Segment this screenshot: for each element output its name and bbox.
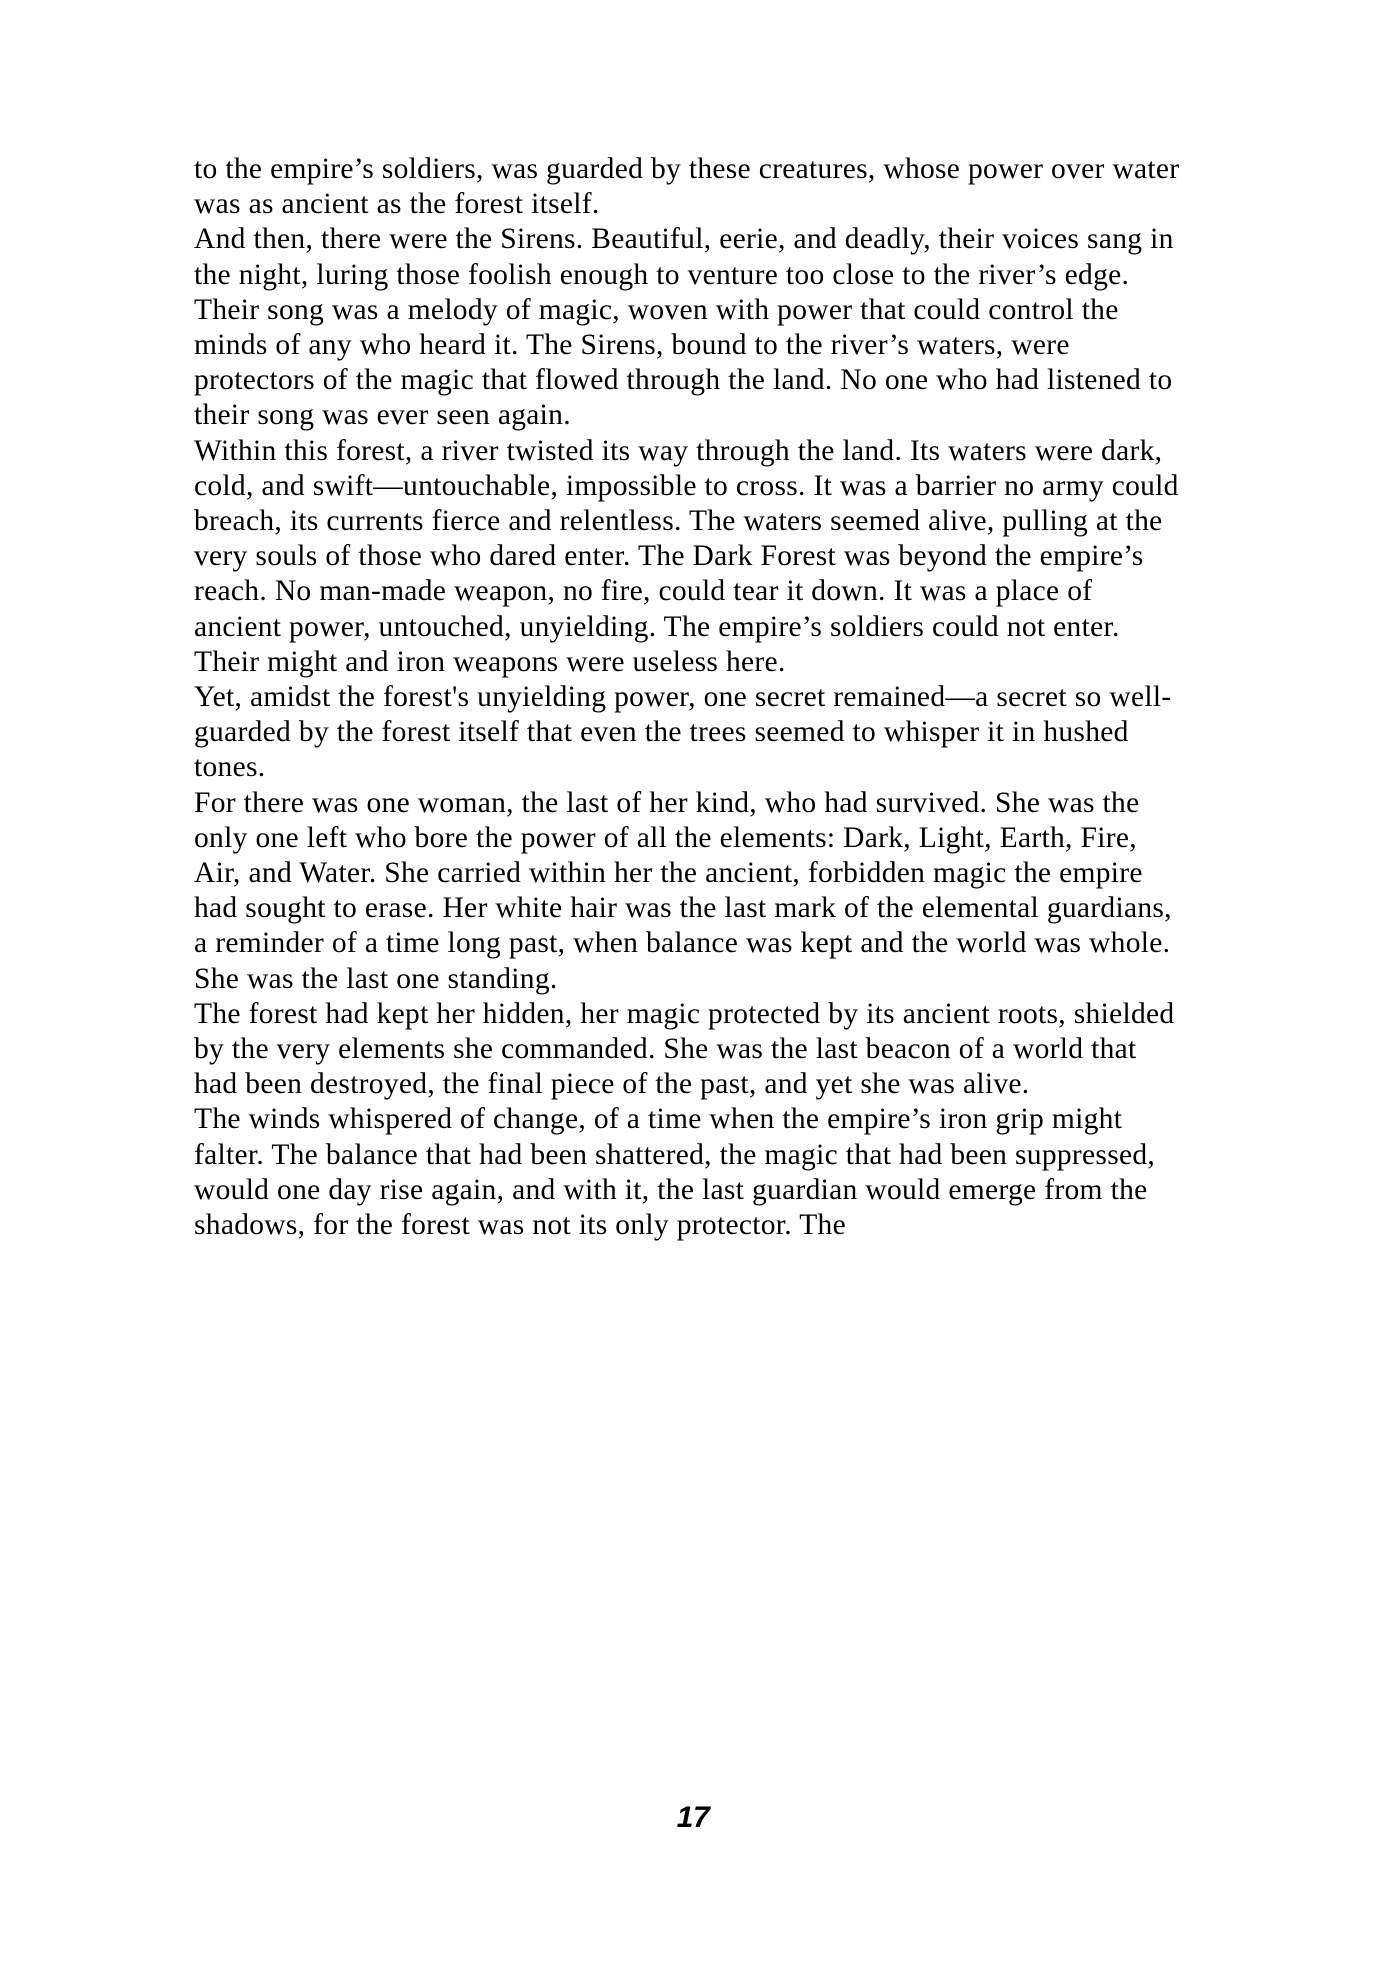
paragraph: The winds whispered of change, of a time when the empire’s iron grip might falter. The balance that had been shattered, the magic that had been suppressed, would one day rise again, and with it, the last guardian would emerge from the shadows, for the forest was not its only protector. The — [194, 1103, 1156, 1242]
paragraph: to the empire’s soldiers, was guarded by these creatures, whose power over water was as ancient as the forest itself. — [194, 153, 1180, 221]
body-text-column — [194, 152, 1186, 1243]
page-number: 17 — [676, 1801, 710, 1834]
paragraph: For there was one woman, the last of her kind, who had survived. She was the only one left who bore the power of all the elements: Dark, Light, Earth, Fire, Air, and Water. She carried within her the ancient, forbidden magic the empire had sought to erase. Her white hair was the last mark of the elemental guardians, a reminder of a time long past, when balance was kept and the world was whole. — [194, 786, 1172, 960]
paragraph: Yet, amidst the forest's unyielding power, one secret remained—a secret so well-guarded by the forest itself that even the trees seemed to whisper it in hushed tones. — [194, 681, 1172, 784]
paragraph: The forest had kept her hidden, her magic protected by its ancient roots, shielded by the very elements she commanded. She was the last beacon of a world that had been destroyed, the final piece of the past, and yet she was alive. — [194, 997, 1175, 1101]
paragraph: Within this forest, a river twisted its way through the land. Its waters were dark, cold, and swift—untouchable, impossible to cross. It was a barrier no army could breach, its currents fierce and relentless. The waters seemed alive, pulling at the very souls of those who dared enter. The Dark Forest was beyond the empire’s reach. No man-made weapon, no fire, could tear it down. It was a place of ancient power, untouched, unyielding. The empire’s soldiers could not enter. Their might and iron weapons were useless here. — [194, 434, 1179, 678]
paragraph: And then, there were the Sirens. Beautiful, eerie, and deadly, their voices sang in the night, luring those foolish enough to venture too close to the river’s edge. Their song was a melody of magic, woven with power that could control the minds of any who heard it. The Sirens, bound to the river’s waters, were protectors of the magic that flowed through the land. No one who had listened to their song was ever seen again. — [194, 223, 1174, 432]
paragraph: She was the last one standing. — [194, 962, 558, 995]
